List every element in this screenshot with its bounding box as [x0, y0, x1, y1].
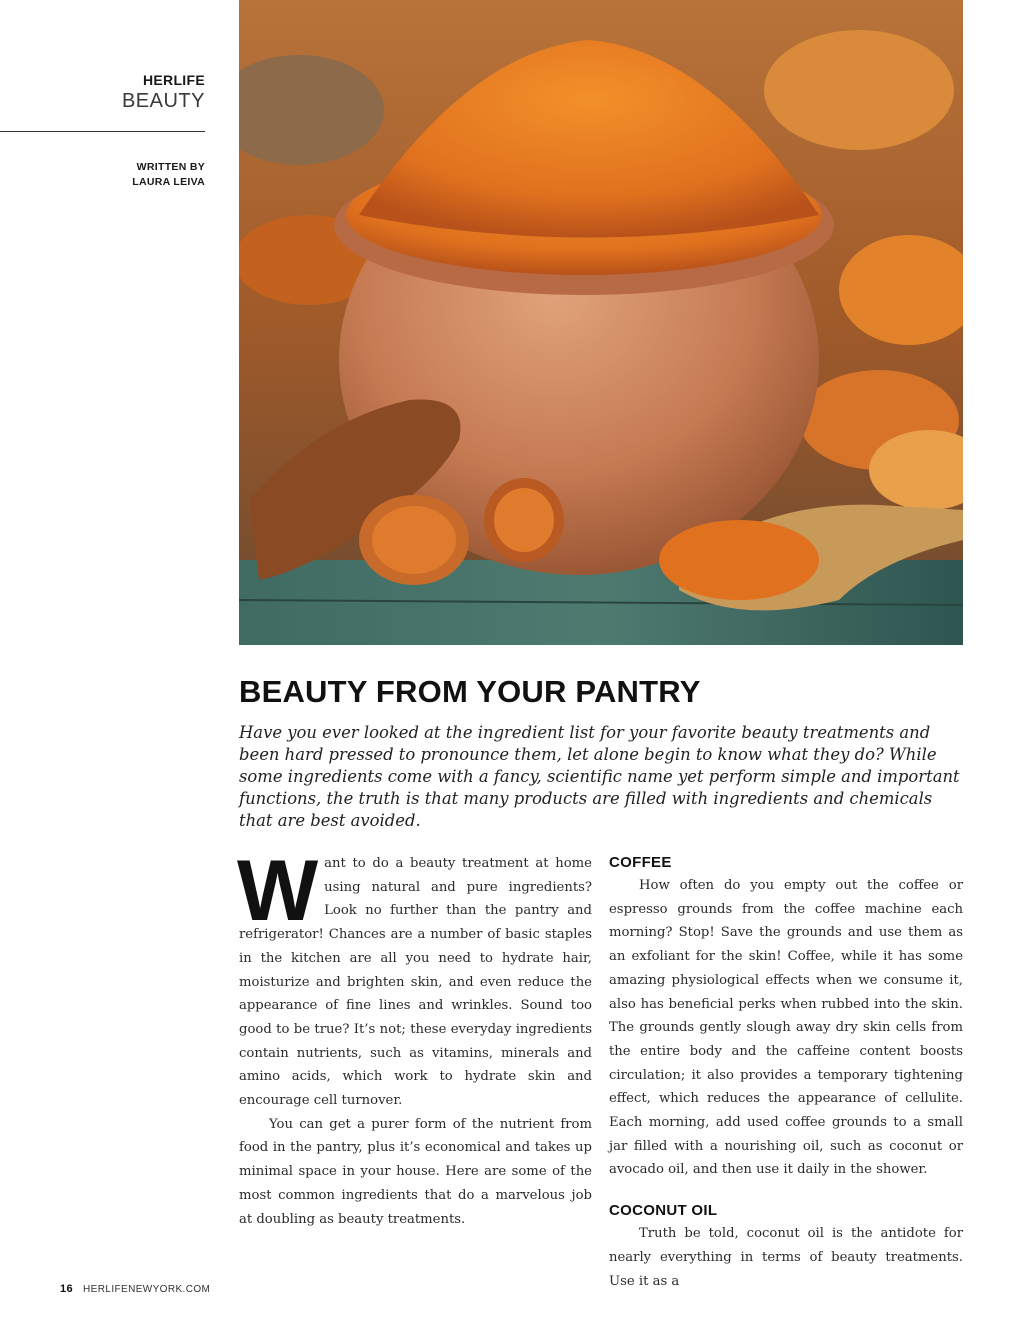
article-dek: Have you ever looked at the ingredient list for your favorite beauty treatments and been hard pressed to pronounce them, let alone begin to know what they do? While some ingredients come with a fancy, scientific name yet perform simple and important functions, the truth is that many products are filled with ingredients and chemicals that are best avoided.: [239, 723, 960, 830]
page-number: 16: [60, 1283, 74, 1295]
page-footer: [60, 1283, 210, 1295]
article-title: BEAUTY FROM YOUR PANTRY: [239, 674, 701, 709]
article-column-right: [609, 852, 963, 1293]
drop-cap: W: [237, 843, 319, 939]
byline-label: WRITTEN BY: [136, 161, 205, 173]
intro-text: ant to do a beauty treatment at home using natural and pure ingredients? Look no further than the pantry and refrigerator! Chances are a number of basic staples in the kitchen are all you need to hydrate hair, moisturize and brighten skin, and even reduce the appearance of fine lines and wrinkles. Sound too good to be true? It’s not; these everyday ingredients contain nutrients, such as vitamins, minerals and amino acids, which work to hydrate skin and encourage cell turnover.: [239, 856, 592, 1109]
intro-paragraph: [237, 843, 592, 1113]
coconut-oil-heading: COCONUT OIL: [609, 1202, 718, 1220]
coffee-paragraph: How often do you empty out the coffee or espresso grounds from the coffee machine each morning? Stop! Save the grounds and use them as an exfoliant for the skin! Coffee, while it has some amazing physiological effects when we consume it, also has beneficial perks when rubbed into the skin. The grounds gently slough away dry skin cells from the entire body and the caffeine content boosts circulation; it also provides a temporary tightening effect, which reduces the appearance of cellulite. Each morning, add used coffee grounds to a small jar filled with a nourishing oil, such as coconut or avocado oil, and then use it daily in the shower.: [609, 878, 963, 1178]
coffee-heading: COFFEE: [609, 854, 672, 871]
section-label: [122, 72, 205, 113]
section-name: HERLIFE: [143, 72, 205, 88]
byline: [132, 160, 205, 190]
footer-site: HERLIFENEWYORK.COM: [83, 1284, 211, 1295]
section-category: BEAUTY: [121, 90, 205, 112]
article-column-left: [237, 843, 592, 1231]
sidebar-divider: [0, 131, 205, 132]
coconut-oil-paragraph: Truth be told, coconut oil is the antidote for nearly everything in terms of beauty treatments. Use it as a: [609, 1226, 963, 1289]
hero-photo: [239, 0, 963, 645]
byline-author: LAURA LEIVA: [132, 176, 205, 188]
intro-paragraph-2: You can get a purer form of the nutrient from food in the pantry, plus it’s economical and takes up minimal space in your house. Here are some of the most common ingredients that do a marvelous job at doubling as beauty treatments.: [239, 1116, 592, 1227]
